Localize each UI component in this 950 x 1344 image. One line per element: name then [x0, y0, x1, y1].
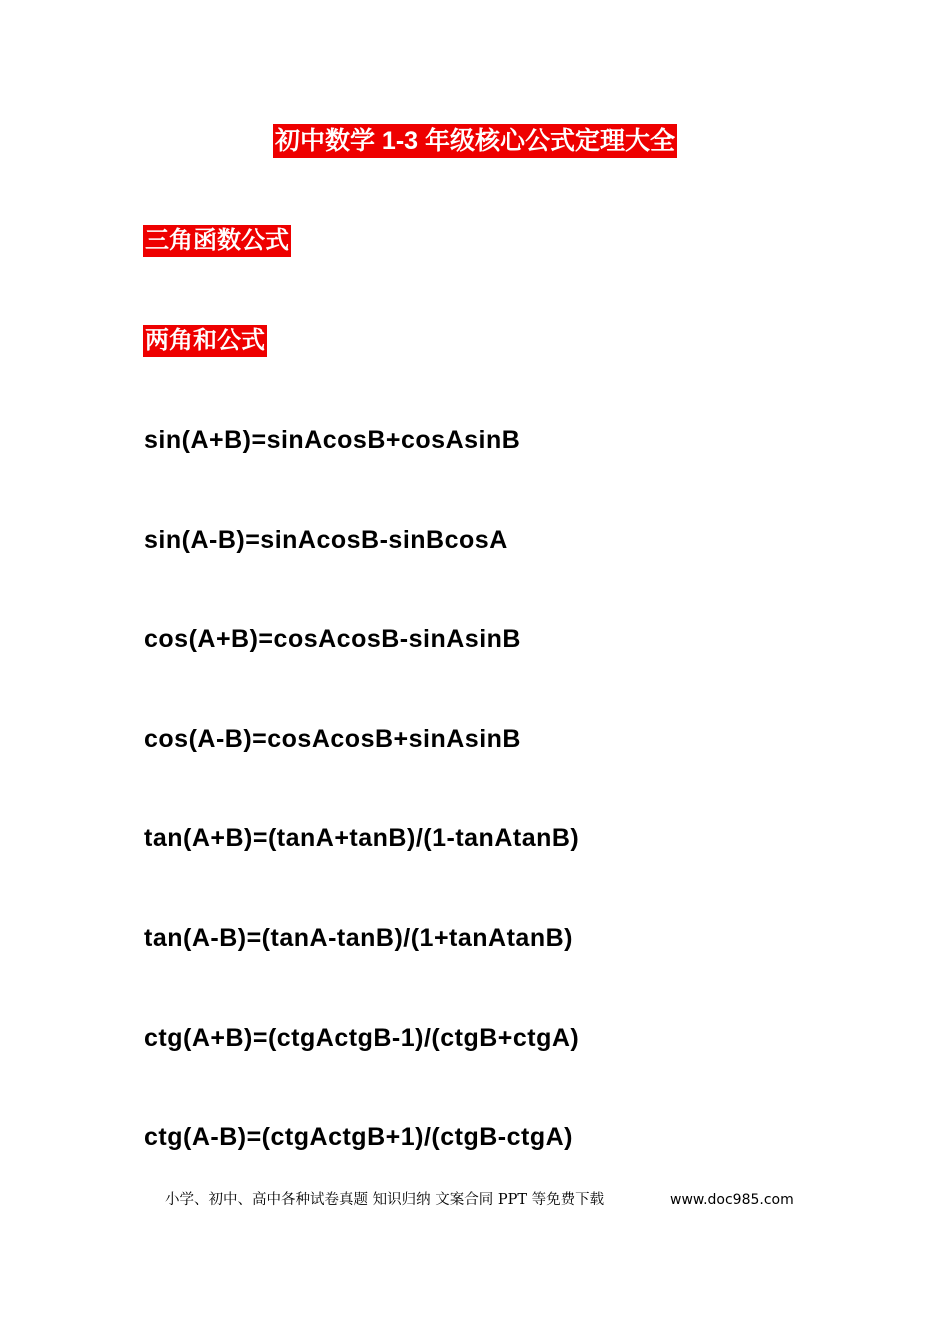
footer-url[interactable]: www.doc985.com: [670, 1192, 794, 1208]
formula-cos-difference: cos(A-B)=cosAcosB+sinAsinB: [144, 725, 521, 753]
section-heading: 三角函数公式: [143, 225, 291, 257]
formula-cos-sum: cos(A+B)=cosAcosB-sinAsinB: [144, 625, 521, 653]
formula-sin-sum: sin(A+B)=sinAcosB+cosAsinB: [144, 426, 521, 454]
formula-ctg-sum: ctg(A+B)=(ctgActgB-1)/(ctgB+ctgA): [144, 1024, 580, 1052]
subsection-heading: 两角和公式: [143, 325, 267, 357]
document-title: 初中数学 1-3 年级核心公式定理大全: [273, 124, 677, 158]
formula-tan-sum: tan(A+B)=(tanA+tanB)/(1-tanAtanB): [144, 824, 580, 852]
document-title-row: [0, 124, 950, 162]
footer-text: 小学、初中、高中各种试卷真题 知识归纳 文案合同 PPT 等免费下载: [165, 1192, 605, 1208]
formula-tan-difference: tan(A-B)=(tanA-tanB)/(1+tanAtanB): [144, 924, 573, 952]
formula-sin-difference: sin(A-B)=sinAcosB-sinBcosA: [144, 526, 508, 554]
formula-ctg-difference: ctg(A-B)=(ctgActgB+1)/(ctgB-ctgA): [144, 1123, 573, 1151]
